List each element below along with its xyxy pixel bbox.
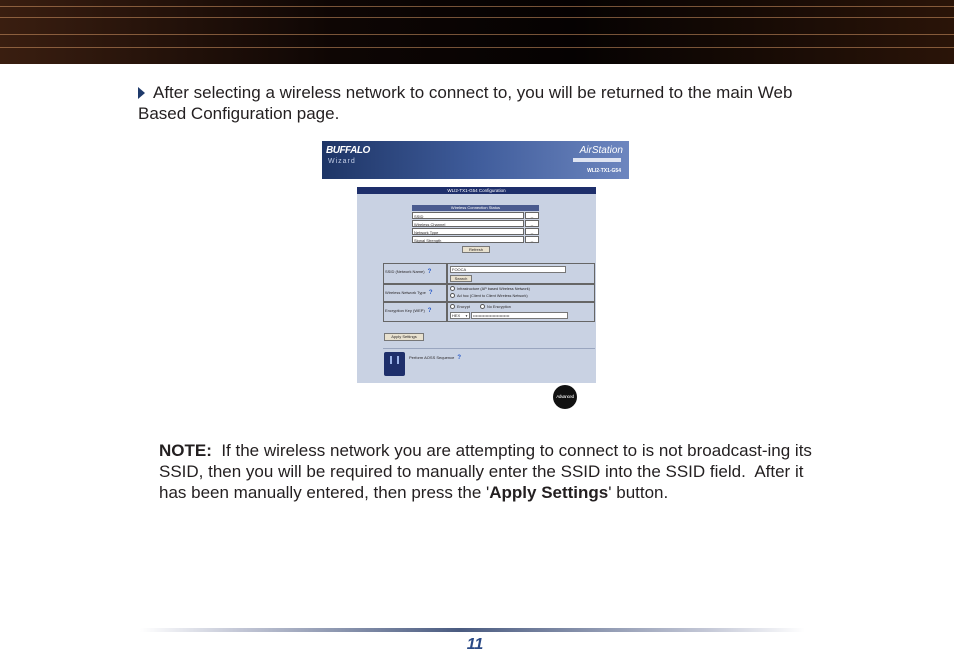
- buffalo-logo: BUFFALO: [326, 145, 370, 156]
- no-encryption-radio[interactable]: No Encryption: [480, 304, 511, 310]
- status-title: Wireless Connection Status: [412, 205, 539, 211]
- note-emphasis: Apply Settings: [489, 483, 609, 502]
- banner-rule: [0, 17, 954, 18]
- screenshot-header: [322, 141, 629, 179]
- config-panel: [357, 187, 596, 383]
- bullet-arrow-icon: [138, 87, 145, 99]
- key-format-select[interactable]: HEX ▼: [452, 313, 468, 318]
- footer-rule: [140, 628, 805, 632]
- status-row: Wireless Channel --: [412, 220, 539, 227]
- status-row: Network Type --: [412, 228, 539, 235]
- note-paragraph: NOTE: If the wireless network you are attempting to connect to is not broadcast-ing its SSID, then you will be required to manually enter the SSID into the SSID field. After it has been manually entered, then press the 'Apply Settings' button.: [159, 441, 817, 502]
- divider: [383, 348, 595, 349]
- apply-settings-button[interactable]: Apply Settings: [384, 333, 424, 341]
- encryption-row: Encryption Key (WEP) ? Encrypt No Encryption HEX ▼ ••••••••••••••••••••••••••: [383, 302, 595, 322]
- intro-paragraph: After selecting a wireless network to connect to, you will be returned to the main Web Based Configuration page.: [138, 83, 793, 123]
- help-icon[interactable]: ?: [427, 269, 432, 275]
- infrastructure-radio[interactable]: Infrastructure (AP based Wireless Network): [450, 286, 530, 292]
- adhoc-radio[interactable]: Ad hoc (Client to Client Wireless Network): [450, 293, 528, 299]
- panel-title: WLI2-TX1-G54 Configuration: [357, 187, 596, 194]
- aoss-icon: [390, 356, 392, 364]
- note-label: NOTE:: [159, 441, 212, 460]
- banner-rule: [0, 34, 954, 35]
- status-row: SSID --: [412, 212, 539, 219]
- advanced-button[interactable]: Advanced: [553, 385, 577, 409]
- wizard-label: Wizard: [328, 158, 356, 165]
- airstation-badge: [573, 158, 621, 162]
- banner-rule: [0, 47, 954, 48]
- ssid-input[interactable]: FOOCA: [450, 266, 566, 273]
- airstation-logo: AirStation: [579, 145, 623, 156]
- help-icon[interactable]: ?: [428, 290, 433, 296]
- header-banner: [0, 0, 954, 64]
- status-row: Signal Strength --: [412, 236, 539, 243]
- aoss-row: Perform AOSS Sequence ?: [409, 355, 462, 361]
- wep-key-input[interactable]: ••••••••••••••••••••••••••: [471, 312, 568, 319]
- search-button[interactable]: Search: [450, 275, 472, 282]
- refresh-button[interactable]: Refresh: [462, 246, 490, 253]
- config-screenshot: [322, 141, 632, 409]
- network-type-row: Wireless Network Type ? Infrastructure (AP based Wireless Network) Ad hoc (Client to Client Wireless Network): [383, 284, 595, 302]
- help-icon[interactable]: ?: [457, 355, 462, 361]
- help-icon[interactable]: ?: [427, 308, 432, 314]
- banner-rule: [0, 6, 954, 7]
- encrypt-radio[interactable]: Encrypt: [450, 304, 470, 310]
- chevron-down-icon: ▼: [465, 314, 468, 318]
- ssid-row: SSID (Network Name) ? FOOCA Search: [383, 263, 595, 284]
- model-label: WLI2-TX1-G54: [587, 168, 621, 174]
- aoss-button[interactable]: [384, 352, 405, 376]
- page-number: 11: [466, 636, 484, 653]
